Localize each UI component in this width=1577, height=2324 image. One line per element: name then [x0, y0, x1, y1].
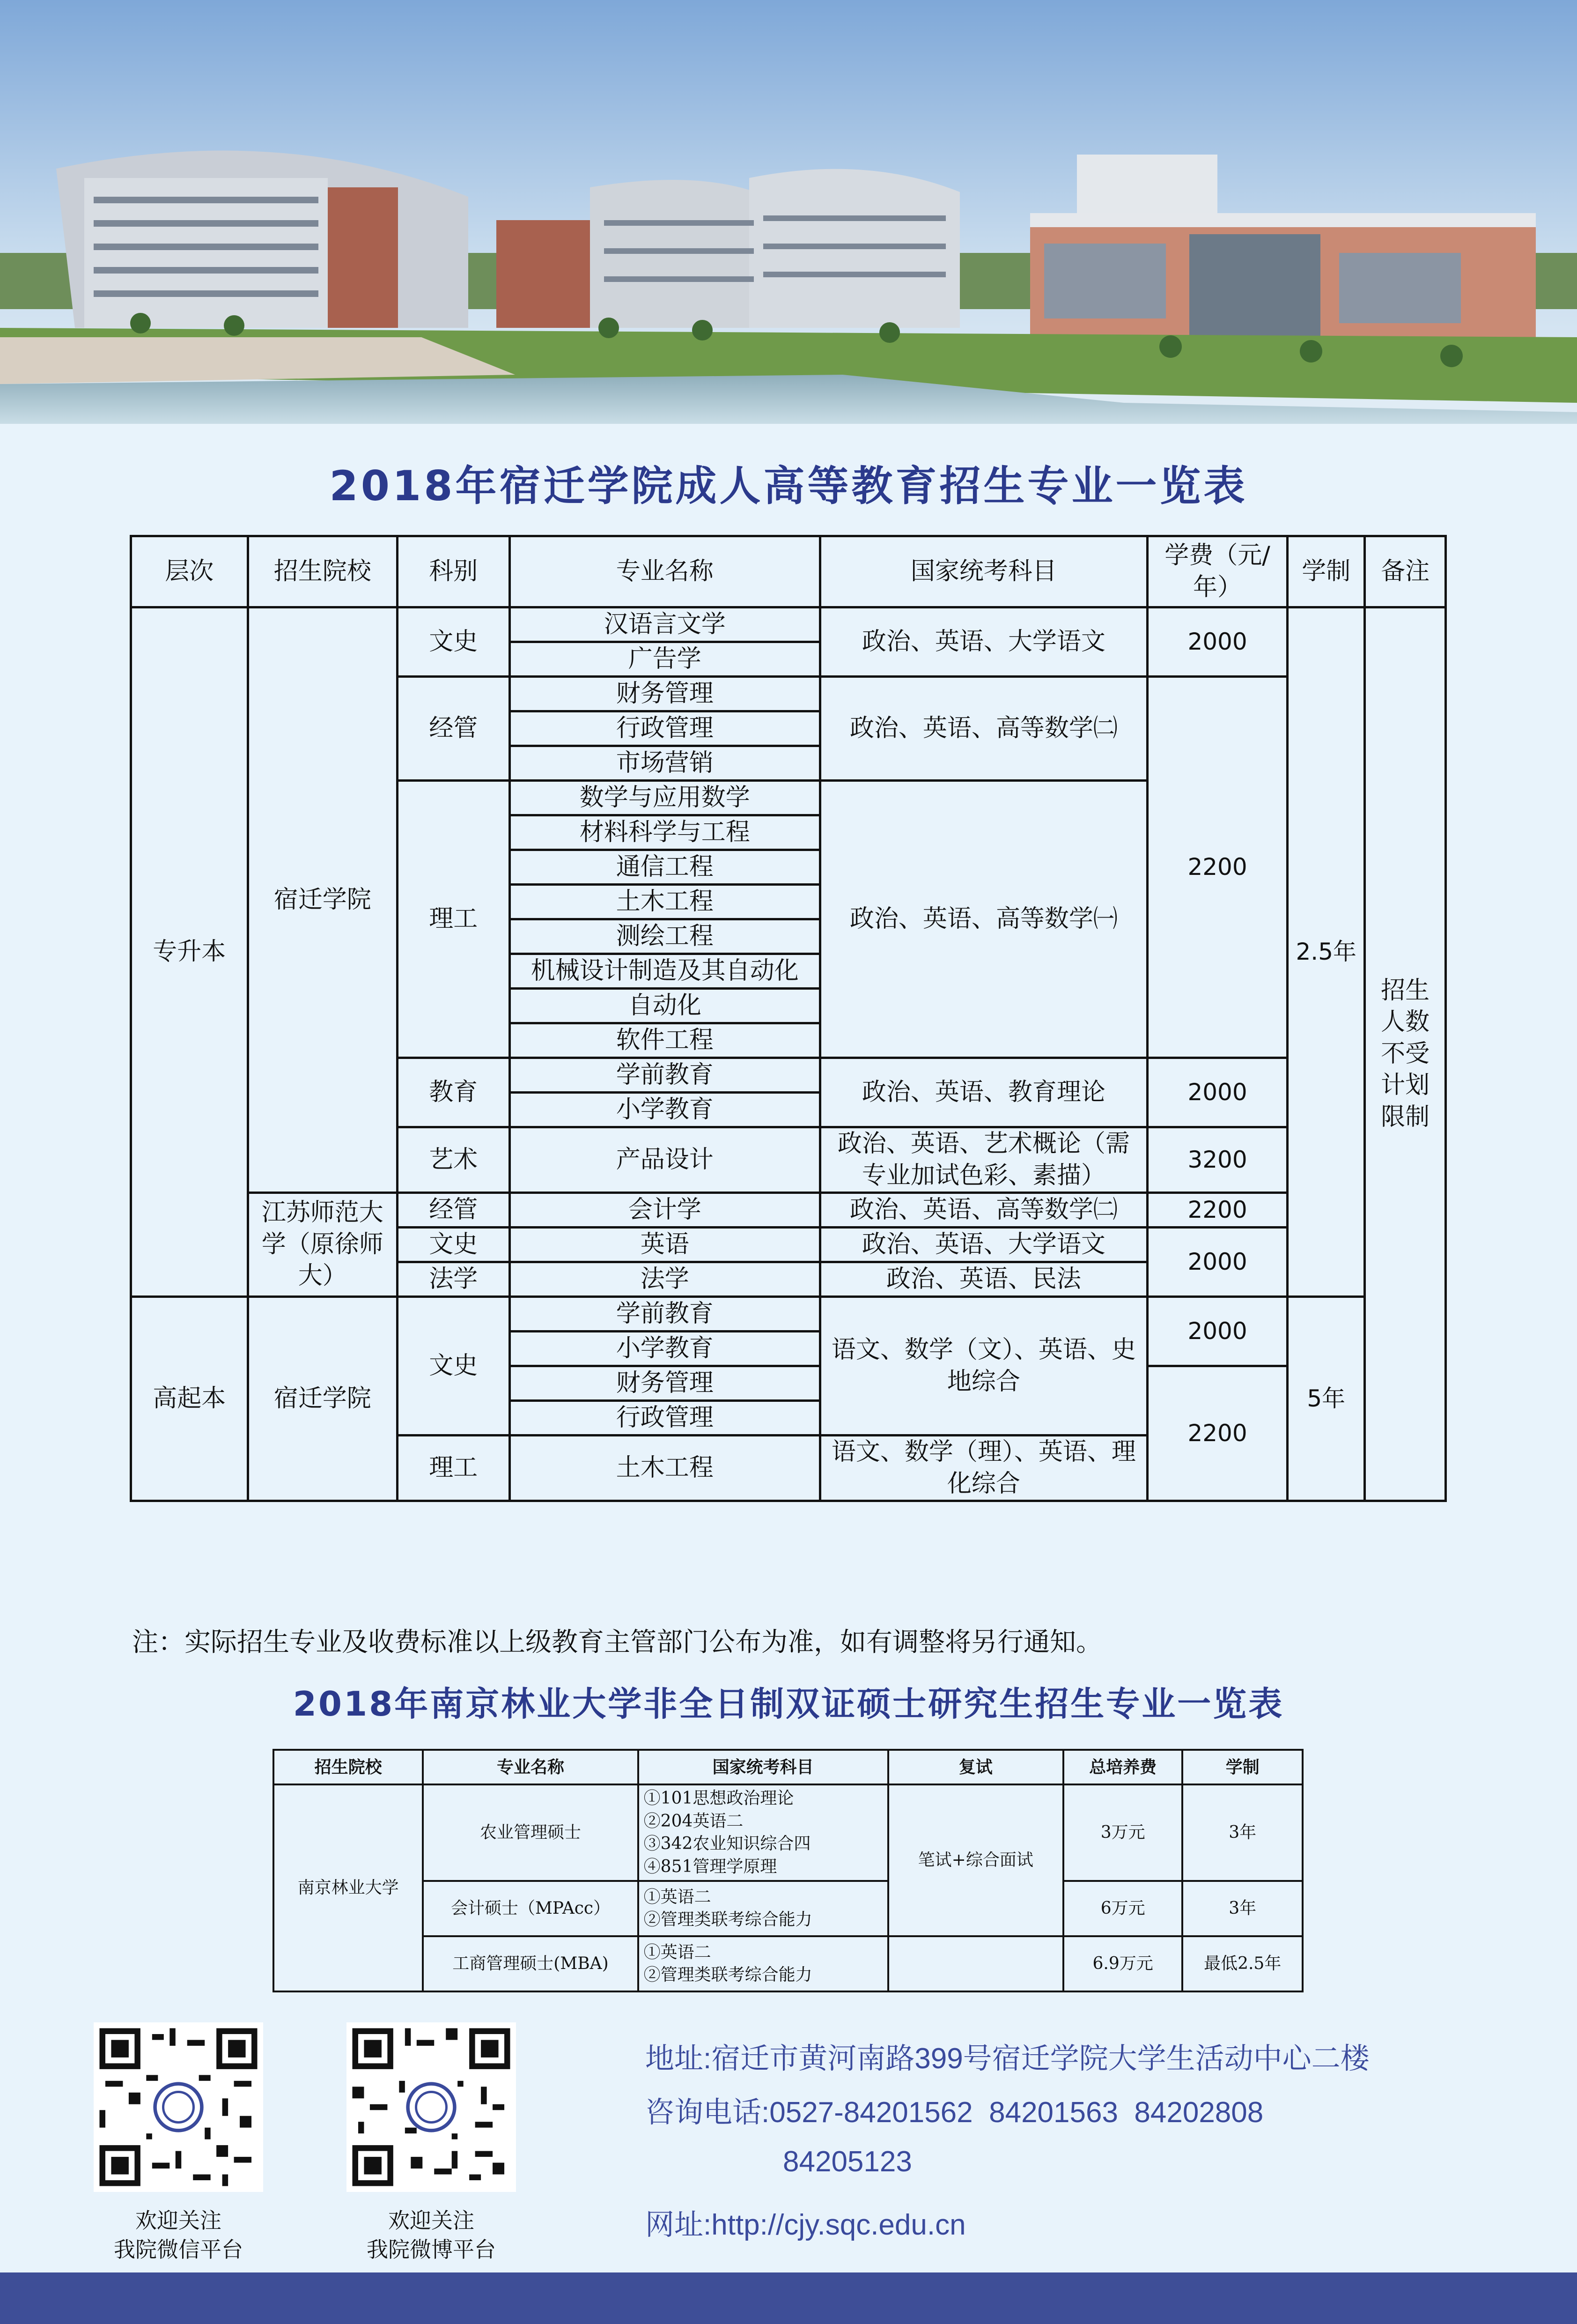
major-cell: 广告学 — [509, 642, 820, 677]
footer-bar — [0, 2272, 1577, 2324]
major-cell: 产品设计 — [509, 1127, 820, 1193]
major-cell: 土木工程 — [509, 885, 820, 919]
subject-line: ③342农业知识综合四 — [643, 1834, 811, 1854]
subject-line: ②管理类联考综合能力 — [643, 1965, 812, 1985]
major-cell: 学前教育 — [509, 1058, 820, 1093]
graduate-table — [273, 1749, 1304, 1992]
subjects-cell — [638, 1784, 888, 1881]
category-cell: 经管 — [398, 1193, 510, 1228]
fee-cell: 6.9万元 — [1063, 1936, 1183, 1991]
subjects-cell: 语文、数学（文）、英语、史地综合 — [820, 1297, 1148, 1436]
qr-caption-line: 欢迎关注 — [135, 2208, 221, 2233]
header-cell: 备注 — [1365, 536, 1446, 607]
major-cell: 行政管理 — [509, 1401, 820, 1436]
major-cell: 财务管理 — [509, 1366, 820, 1401]
subjects-cell: 政治、英语、高等数学㈡ — [820, 1193, 1148, 1228]
subjects-cell: 政治、英语、高等数学㈡ — [820, 677, 1148, 781]
major-cell: 财务管理 — [509, 677, 820, 711]
major-cell: 行政管理 — [509, 711, 820, 746]
major-cell: 小学教育 — [509, 1332, 820, 1366]
fee-cell: 2200 — [1147, 1193, 1288, 1228]
major-cell: 小学教育 — [509, 1093, 820, 1127]
fee-cell: 2000 — [1147, 1228, 1288, 1297]
school-cell: 南京林业大学 — [273, 1784, 423, 1991]
table-header-row — [131, 536, 1446, 607]
major-cell: 机械设计制造及其自动化 — [509, 954, 820, 989]
major-cell: 工商管理硕士(MBA) — [423, 1936, 638, 1991]
header-cell: 学制 — [1288, 536, 1365, 607]
qr-caption-line: 我院微信平台 — [114, 2237, 243, 2263]
fee-cell: 6万元 — [1063, 1881, 1183, 1936]
contact-phone-2: 84205123 — [783, 2146, 912, 2178]
header-cell: 国家统考科目 — [638, 1750, 888, 1784]
duration-cell: 5年 — [1288, 1297, 1365, 1501]
footnote: 注：实际招生专业及收费标准以上级教育主管部门公布为准，如有调整将另行通知。 — [132, 1627, 1102, 1658]
school-cell: 江苏师范大学（原徐师大） — [248, 1193, 398, 1297]
subject-line: ④851管理学原理 — [643, 1857, 777, 1876]
contact-address: 地址:宿迁市黄河南路399号宿迁学院大学生活动中心二楼 — [645, 2043, 1370, 2075]
subject-line: ②管理类联考综合能力 — [643, 1910, 812, 1930]
campus-banner-image — [0, 0, 1577, 424]
table-row — [131, 607, 1446, 642]
subject-line: ②204英语二 — [643, 1811, 744, 1831]
major-cell: 英语 — [509, 1228, 820, 1262]
fee-cell: 3200 — [1147, 1127, 1288, 1193]
qr-caption-line: 我院微博平台 — [367, 2237, 496, 2263]
table-row — [273, 1881, 1303, 1936]
fee-cell: 2200 — [1147, 1366, 1288, 1501]
major-cell: 软件工程 — [509, 1023, 820, 1058]
major-cell: 市场营销 — [509, 746, 820, 781]
contact-website[interactable]: 网址:http://cjy.sqc.edu.cn — [645, 2209, 966, 2241]
second-title: 2018年南京林业大学非全日制双证硕士研究生招生专业一览表 — [293, 1684, 1284, 1724]
subjects-cell: 政治、英语、大学语文 — [820, 607, 1148, 677]
header-cell: 专业名称 — [423, 1750, 638, 1784]
table-row — [131, 1297, 1446, 1332]
category-cell: 理工 — [398, 781, 510, 1058]
contact-phone: 咨询电话:0527-84201562 84201563 84202808 — [645, 2096, 1264, 2129]
level-cell: 高起本 — [131, 1297, 248, 1501]
retest-cell: 笔试+综合面试 — [888, 1784, 1063, 1936]
table-row — [131, 1193, 1446, 1228]
subjects-cell: 政治、英语、大学语文 — [820, 1228, 1148, 1262]
category-cell: 经管 — [398, 677, 510, 781]
category-cell: 法学 — [398, 1262, 510, 1297]
major-cell: 土木工程 — [509, 1436, 820, 1501]
major-cell: 测绘工程 — [509, 919, 820, 954]
header-cell: 复试 — [888, 1750, 1063, 1784]
subject-line: ①英语二 — [643, 1887, 711, 1907]
fee-cell: 2000 — [1147, 607, 1288, 677]
header-cell: 招生院校 — [273, 1750, 423, 1784]
header-cell: 招生院校 — [248, 536, 398, 607]
wechat-caption — [71, 2206, 286, 2264]
table-row — [273, 1784, 1303, 1881]
fee-cell: 3万元 — [1063, 1784, 1183, 1881]
level-cell: 专升本 — [131, 607, 248, 1297]
header-cell: 专业名称 — [509, 536, 820, 607]
duration-cell: 2.5年 — [1288, 607, 1365, 1297]
major-cell: 农业管理硕士 — [423, 1784, 638, 1881]
category-cell: 文史 — [398, 1228, 510, 1262]
main-title: 2018年宿迁学院成人高等教育招生专业一览表 — [329, 462, 1248, 510]
duration-cell: 3年 — [1182, 1881, 1303, 1936]
header-cell: 国家统考科目 — [820, 536, 1148, 607]
category-cell: 教育 — [398, 1058, 510, 1127]
major-cell: 会计硕士（MPAcc） — [423, 1881, 638, 1936]
subjects-cell: 政治、英语、教育理论 — [820, 1058, 1148, 1127]
category-cell: 艺术 — [398, 1127, 510, 1193]
major-cell: 通信工程 — [509, 850, 820, 885]
fee-cell: 2000 — [1147, 1058, 1288, 1127]
school-cell: 宿迁学院 — [248, 1297, 398, 1501]
enrollment-table — [130, 535, 1447, 1502]
major-cell: 数学与应用数学 — [509, 781, 820, 815]
weibo-qr-code-image — [346, 2022, 516, 2192]
header-cell: 总培养费 — [1063, 1750, 1183, 1784]
duration-cell: 最低2.5年 — [1182, 1936, 1303, 1991]
fee-cell: 2200 — [1147, 677, 1288, 1058]
major-cell: 学前教育 — [509, 1297, 820, 1332]
category-cell: 理工 — [398, 1436, 510, 1501]
school-cell: 宿迁学院 — [248, 607, 398, 1193]
header-cell: 科别 — [398, 536, 510, 607]
header-cell: 学费（元/年） — [1147, 536, 1288, 607]
subjects-cell — [638, 1936, 888, 1991]
remark-cell: 招生人数不受计划限制 — [1365, 607, 1446, 1501]
subjects-cell: 政治、英语、高等数学㈠ — [820, 781, 1148, 1058]
category-cell: 文史 — [398, 1297, 510, 1436]
duration-cell: 3年 — [1182, 1784, 1303, 1881]
table-row — [273, 1936, 1303, 1991]
major-cell: 法学 — [509, 1262, 820, 1297]
major-cell: 材料科学与工程 — [509, 815, 820, 850]
fee-cell: 2000 — [1147, 1297, 1288, 1366]
major-cell: 会计学 — [509, 1193, 820, 1228]
subjects-cell — [638, 1881, 888, 1936]
retest-cell-empty — [888, 1936, 1063, 1991]
weibo-caption — [324, 2206, 539, 2264]
header-cell: 层次 — [131, 536, 248, 607]
qr-caption-line: 欢迎关注 — [388, 2208, 474, 2233]
table-header-row — [273, 1750, 1303, 1784]
subjects-cell: 语文、数学（理）、英语、理化综合 — [820, 1436, 1148, 1501]
header-cell: 学制 — [1182, 1750, 1303, 1784]
category-cell: 文史 — [398, 607, 510, 677]
subject-line: ①101思想政治理论 — [643, 1789, 794, 1808]
subjects-cell: 政治、英语、艺术概论（需专业加试色彩、素描） — [820, 1127, 1148, 1193]
subject-line: ①英语二 — [643, 1942, 711, 1962]
wechat-qr-code-image — [94, 2022, 263, 2192]
major-cell: 自动化 — [509, 989, 820, 1023]
subjects-cell: 政治、英语、民法 — [820, 1262, 1148, 1297]
major-cell: 汉语言文学 — [509, 607, 820, 642]
